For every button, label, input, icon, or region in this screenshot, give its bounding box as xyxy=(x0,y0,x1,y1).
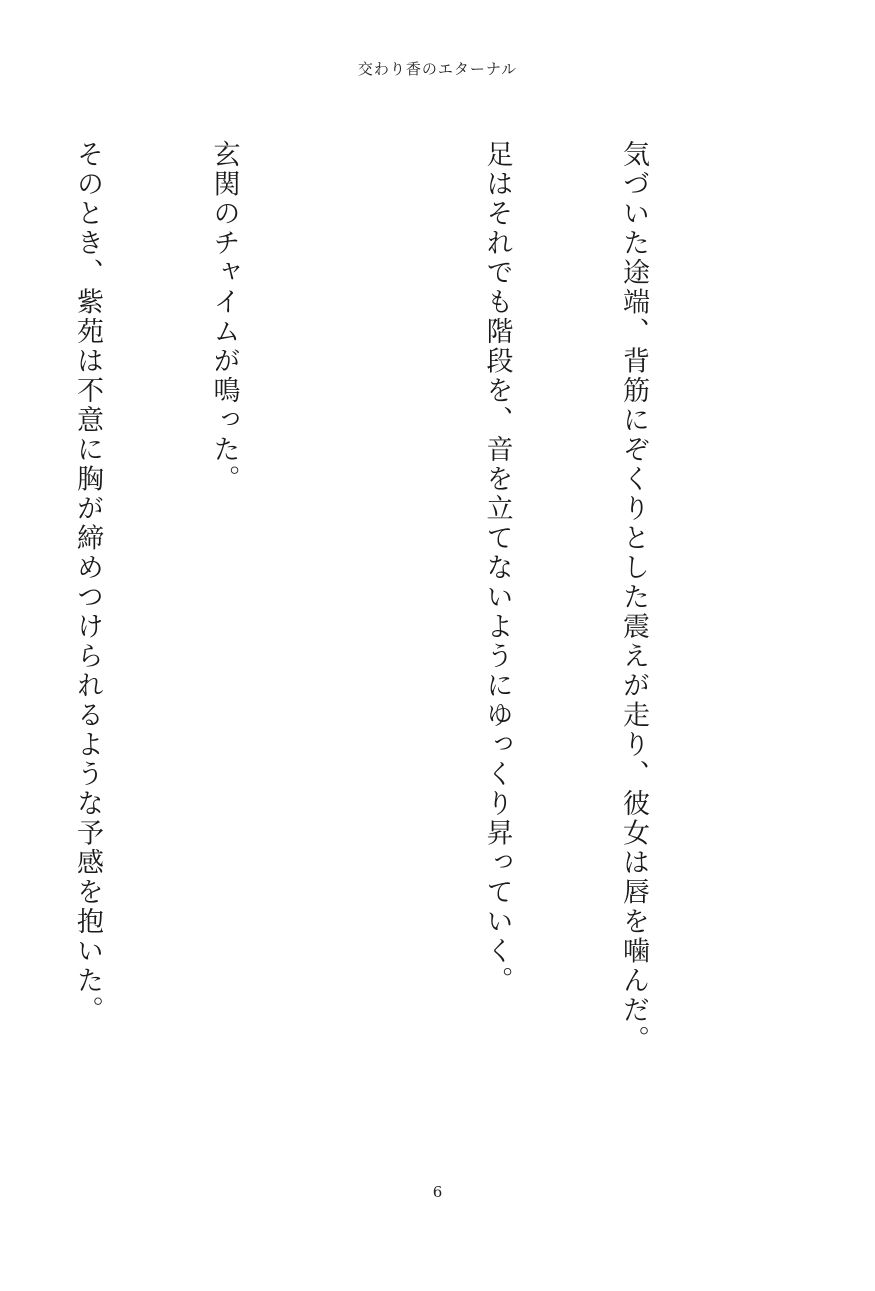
page-number: 6 xyxy=(432,1183,443,1201)
vertical-text-body xyxy=(0,140,747,1130)
text-line: 玄関のチャイムが鳴った。 xyxy=(208,140,240,494)
text-line: 足はそれでも階段を、音を立てないようにゆっくり昇っていく。 xyxy=(481,140,513,996)
text-line: 気づいた途端、背筋にぞくりとした震えが走り、彼女は唇を噛んだ。 xyxy=(618,140,649,1055)
text-line: そのとき、紫苑は不意に胸が締めつけられるような予感を抱いた。 xyxy=(72,140,103,1025)
blank-line xyxy=(338,140,384,1130)
running-header: 交わり香のエターナル xyxy=(357,60,518,78)
